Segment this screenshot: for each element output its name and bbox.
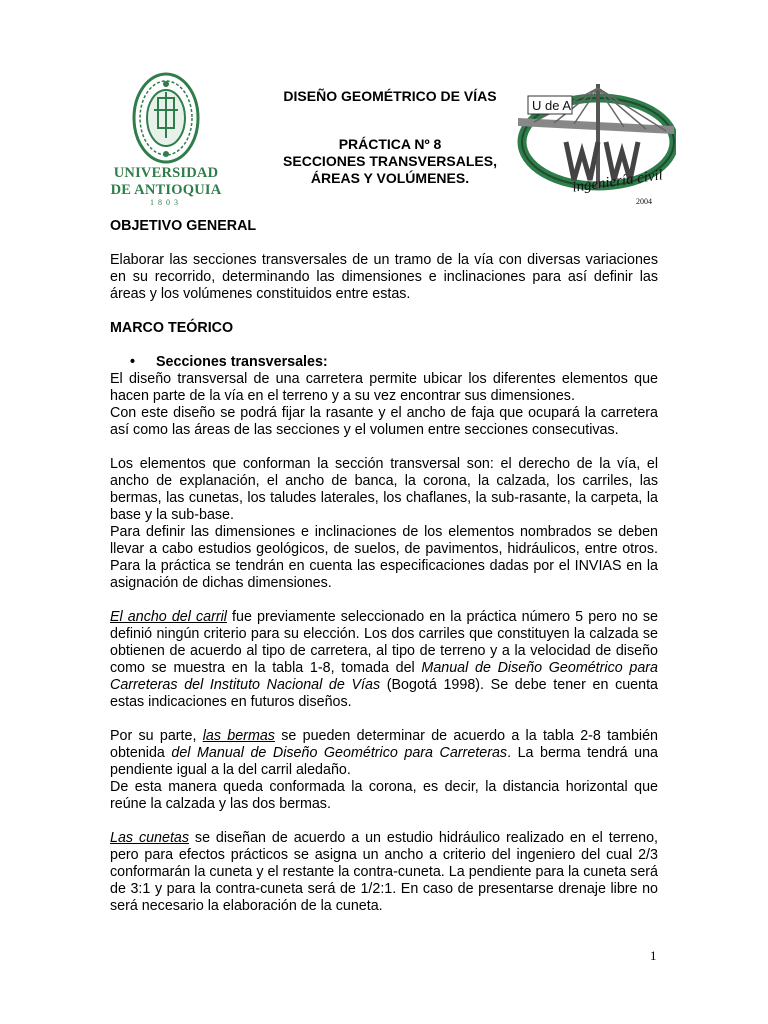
paragraph-dimensiones: Para definir las dimensiones e inclinaciones de los elementos nombrados se deben llevar a cabo estudios geológicos, de suelos, de pavimentos, hidráulicos, entre otros. Para la práctica se tendrán en cuenta las especificaciones dadas por el INVIAS en la asignación de dichas dimensiones. <box>110 524 658 591</box>
objetivo-heading: OBJETIVO GENERAL <box>110 218 257 234</box>
paragraph-rasante: Con este diseño se podrá fijar la rasante y el ancho de faja que ocupará la carretera así como las áreas de las secciones y el volumen entre secciones consecutivas. <box>110 405 658 438</box>
practice-number: PRÁCTICA Nº 8 <box>338 136 442 152</box>
paragraph-bermas <box>110 728 658 779</box>
university-name-line2: DE ANTIOQUIA <box>110 182 222 198</box>
ref-manual-diseno: del Manual de Diseño Geométrico para Carreteras <box>171 745 508 761</box>
paragraph-cunetas <box>110 830 658 915</box>
right-logo-year: 2004 <box>636 197 652 206</box>
paragraph-bermas-text-a: Por su parte, <box>110 728 203 744</box>
objetivo-paragraph: Elaborar las secciones transversales de un tramo de la vía con diversas variaciones en su recorrido, determinando las dimensiones e inclinaciones para así definir las áreas y los volúmenes constituidos entre estas. <box>110 252 658 302</box>
paragraph-bermas-text-b: se pueden determinar de acuerdo a la tabla 2-8 también obtenida <box>110 728 659 761</box>
bullet-dot-icon: • <box>130 354 136 370</box>
paragraph-carril-text-b: (Bogotá 1998). Se debe tener en cuenta estas indicaciones en futuros diseños. <box>110 677 658 710</box>
document-body <box>110 218 658 915</box>
term-bermas: las bermas <box>202 728 275 744</box>
paragraph-carril <box>110 609 658 711</box>
paragraph-carril-text-a: fue previamente seleccionado en la práctica número 5 pero no se definió ningún criterio para su elección. Los dos carriles que constituyen la calzada se obtienen de acuerdo al tipo de carretera, al tipo de terreno y a la velocidad de diseño como se muestra en la tabla 1-8, tomada del <box>110 609 658 676</box>
civil-engineering-logo <box>514 82 676 208</box>
bullet-secciones <box>110 354 658 371</box>
page-number: 1 <box>650 948 657 963</box>
ref-manual-invias: Manual de Diseño Geométrico para Carreteras del Instituto Nacional de Vías <box>110 660 658 693</box>
term-cunetas: Las cunetas <box>110 830 190 846</box>
university-name <box>96 165 236 199</box>
paragraph-corona: De esta manera queda conformada la corona, es decir, la distancia horizontal que reúne la calzada y las dos bermas. <box>110 779 658 812</box>
practice-topic-line2: ÁREAS Y VOLÚMENES. <box>310 170 470 186</box>
paragraph-cunetas-text: se diseñan de acuerdo a un estudio hidráulico realizado en el terreno, pero para efectos prácticos se asigna un ancho a criterio del ingeniero del cual 2/3 conformarán la cuneta y el restante la contra-cuneta. La pendiente para la cuneta será de 3:1 y para la contra-cuneta será de 1/2:1. En caso de presentarse drenaje libre no será necesario la elaboración de la cuneta. <box>110 830 658 914</box>
course-title: DISEÑO GEOMÉTRICO DE VÍAS <box>283 88 497 104</box>
paragraph-bermas-text-c: . La berma tendrá una pendiente igual a la del carril aledaño. <box>110 745 659 778</box>
university-year: 1803 <box>150 198 182 207</box>
university-name-line1: UNIVERSIDAD <box>113 165 219 181</box>
right-logo-ingenieria-text: ingeniería civil <box>571 167 664 196</box>
bullet-secciones-label: Secciones transversales: <box>156 354 328 370</box>
term-ancho-carril: El ancho del carril <box>110 609 227 625</box>
paragraph-elementos: Los elementos que conforman la sección transversal son: el derecho de la vía, el ancho de explanación, el ancho de banca, la corona, la calzada, los carriles, las bermas, las cunetas, los taludes laterales, los chaflanes, la sub-rasante, la carpeta, la base y la sub-base. <box>110 456 658 523</box>
marco-heading: MARCO TEÓRICO <box>110 320 234 336</box>
paragraph-diseno: El diseño transversal de una carretera permite ubicar los diferentes elementos que hacen parte de la vía en el terreno y a su vez encontrar sus dimensiones. <box>110 371 658 404</box>
practice-topic-line1: SECCIONES TRANSVERSALES, <box>283 153 497 169</box>
practice-title <box>250 136 530 187</box>
right-logo-uda-text: U de A <box>532 98 572 113</box>
